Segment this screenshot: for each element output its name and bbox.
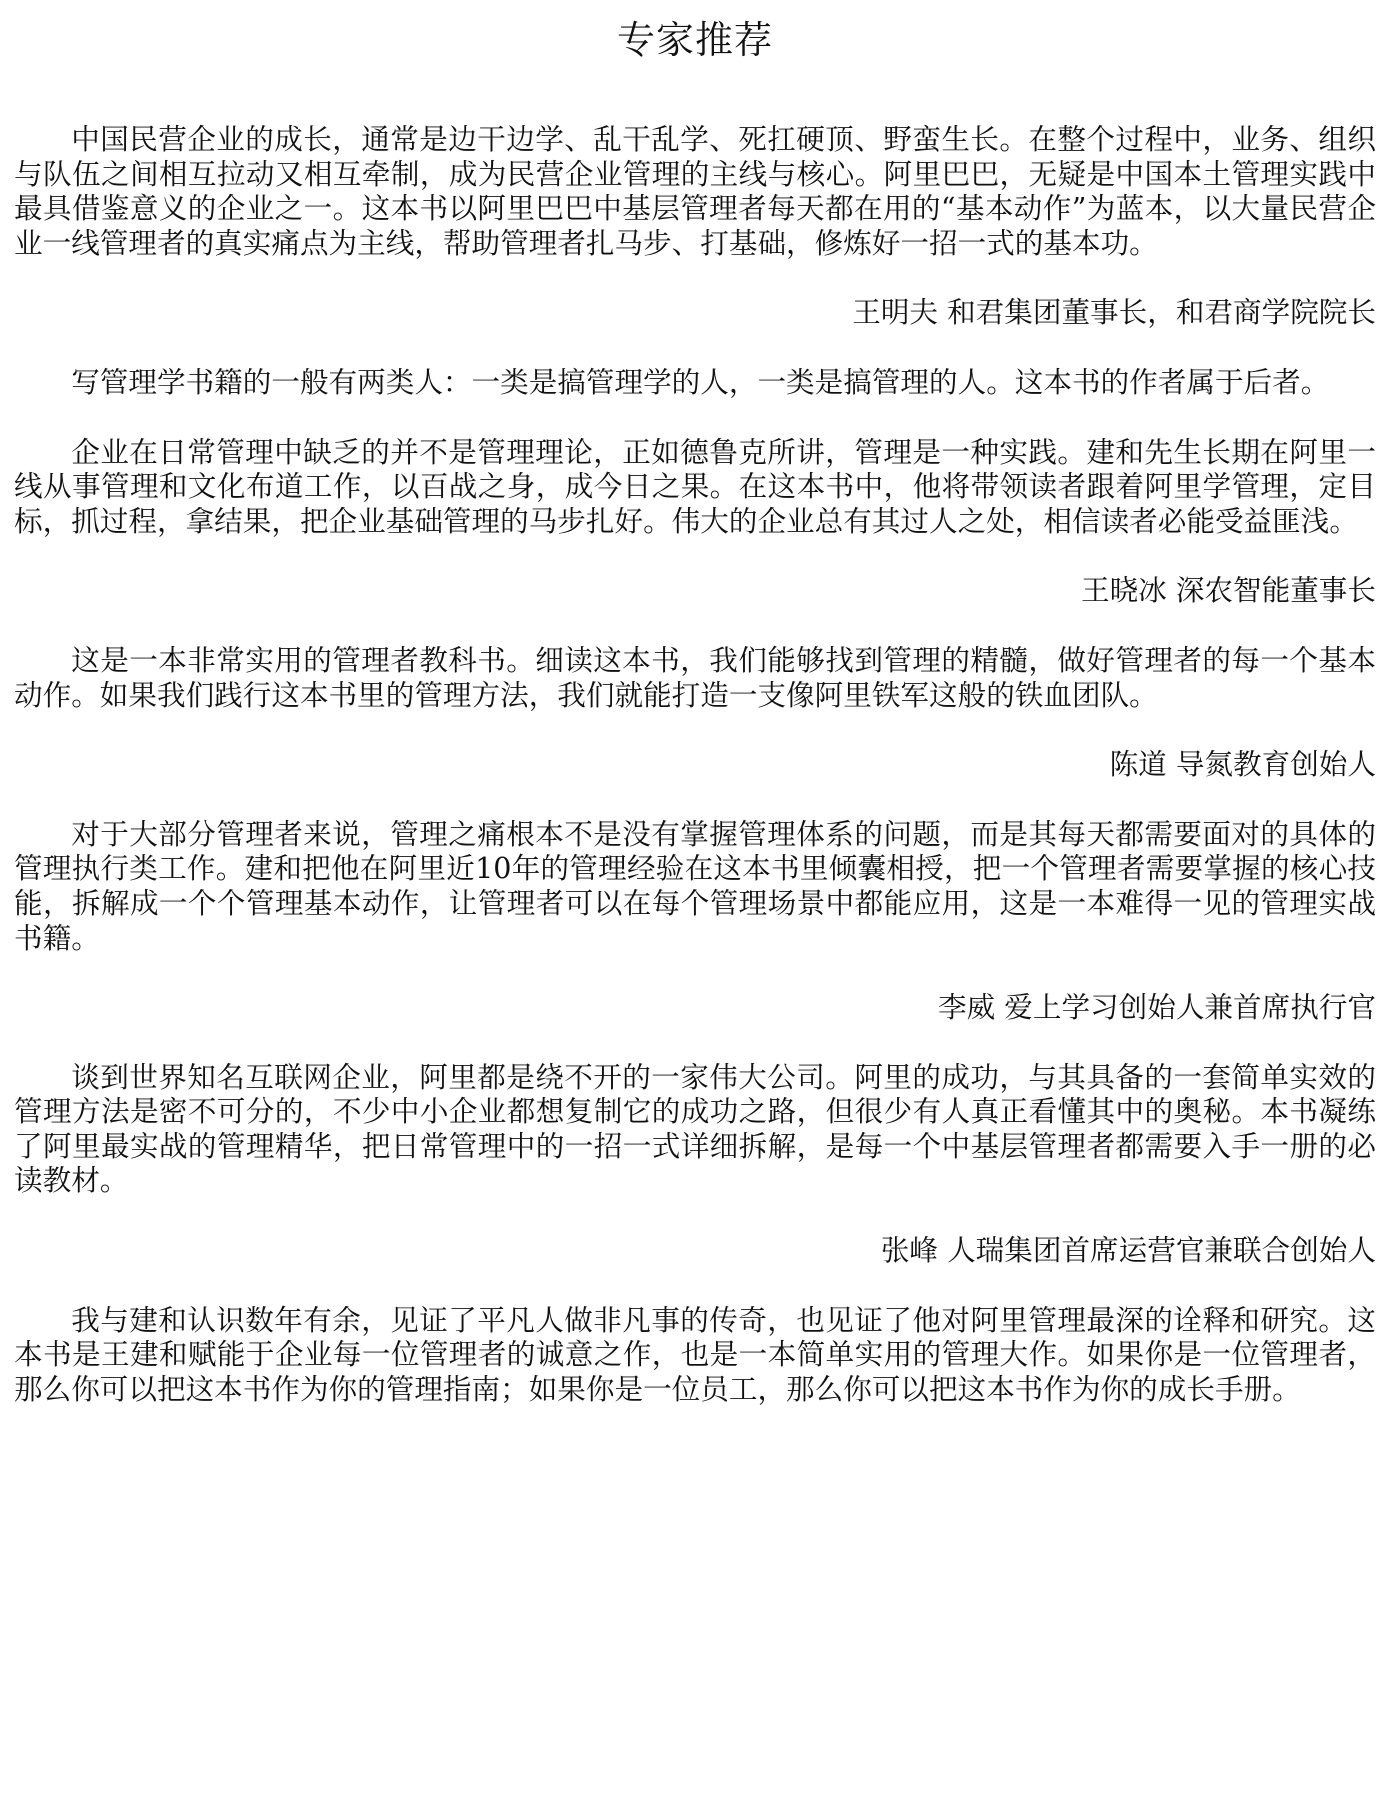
recommender-attribution: 李威 爱上学习创始人兼首席执行官	[938, 990, 1376, 1025]
recommender-attribution: 王晓冰 深农智能董事长	[1080, 573, 1376, 608]
recommendation-paragraph: 对于大部分管理者来说，管理之痛根本不是没有掌握管理体系的问题，而是其每天都需要面对的具体的管理执行类工作。建和把他在阿里近10年的管理经验在这本书里倾囊相授，把一个管理者需要掌握的核心技能，拆解成一个个管理基本动作，让管理者可以在每个管理场景中都能应用，这是一本难得一见的管理实战书籍。	[14, 816, 1376, 955]
page-title: 专家推荐	[616, 18, 773, 62]
recommender-attribution: 张峰 人瑞集团首席运营官兼联合创始人	[880, 1233, 1376, 1268]
recommendation-paragraph: 谈到世界知名互联网企业，阿里都是绕不开的一家伟大公司。阿里的成功，与其具备的一套简单实效的管理方法是密不可分的，不少中小企业都想复制它的成功之路，但很少有人真正看懂其中的奥秘。本书凝练了阿里最实战的管理精华，把日常管理中的一招一式详细拆解，是每一个中基层管理者都需要入手一册的必读教材。	[14, 1059, 1376, 1198]
recommendation-entry	[14, 643, 1376, 782]
document-page	[14, 0, 1376, 1441]
recommendation-entry	[14, 1060, 1376, 1268]
recommendation-entry	[14, 122, 1376, 330]
recommendation-entry	[14, 1303, 1376, 1407]
recommendation-paragraph: 写管理学书籍的一般有两类人：一类是搞管理学的人，一类是搞管理的人。这本书的作者属于后者。	[71, 364, 1330, 399]
recommendation-paragraph: 企业在日常管理中缺乏的并不是管理理论，正如德鲁克所讲，管理是一种实践。建和先生长期在阿里一线从事管理和文化布道工作，以百战之身，成今日之果。在这本书中，他将带领读者跟着阿里学管理，定目标，抓过程，拿结果，把企业基础管理的马步扎好。伟大的企业总有其过人之处，相信读者必能受益匪浅。	[14, 434, 1376, 538]
recommendation-entry	[14, 365, 1376, 608]
recommender-attribution: 陈道 导氮教育创始人	[1109, 747, 1376, 782]
recommender-attribution: 王明夫 和君集团董事长，和君商学院院长	[852, 295, 1376, 330]
recommendation-paragraph: 我与建和认识数年有余，见证了平凡人做非凡事的传奇，也见证了他对阿里管理最深的诠释和研究。这本书是王建和赋能于企业每一位管理者的诚意之作，也是一本简单实用的管理大作。如果你是一位管理者，那么你可以把这本书作为你的管理指南；如果你是一位员工，那么你可以把这本书作为你的成长手册。	[14, 1302, 1376, 1406]
recommendation-paragraph: 这是一本非常实用的管理者教科书。细读这本书，我们能够找到管理的精髓，做好管理者的每一个基本动作。如果我们践行这本书里的管理方法，我们就能打造一支像阿里铁军这般的铁血团队。	[14, 642, 1376, 712]
recommendation-list	[14, 122, 1376, 1406]
recommendation-paragraph: 中国民营企业的成长，通常是边干边学、乱干乱学、死扛硬顶、野蛮生长。在整个过程中，业务、组织与队伍之间相互拉动又相互牵制，成为民营企业管理的主线与核心。阿里巴巴，无疑是中国本土管理实践中最具借鉴意义的企业之一。这本书以阿里巴巴中基层管理者每天都在用的“基本动作”为蓝本，以大量民营企业一线管理者的真实痛点为主线，帮助管理者扎马步、打基础，修炼好一招一式的基本功。	[14, 122, 1376, 260]
recommendation-entry	[14, 817, 1376, 1025]
